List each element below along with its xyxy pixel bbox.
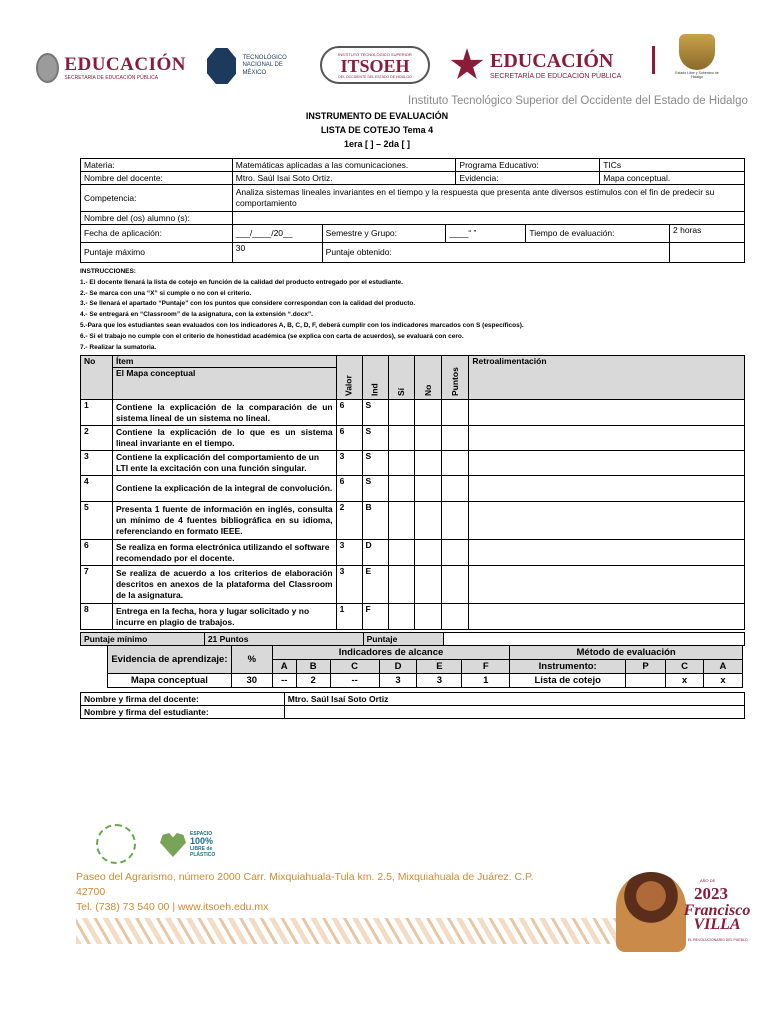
evidencia-value: Mapa conceptual. [600, 172, 745, 185]
header-no-col: No [415, 356, 442, 400]
fecha-label: Fecha de aplicación: [81, 225, 233, 243]
puntaje-max-value: 30 [232, 243, 322, 263]
row-puntos-cell[interactable] [442, 604, 469, 630]
programa-label: Programa Educativo: [456, 159, 600, 172]
address-line3: Tel. (738) 73 540 00 | www.itsoeh.edu.mx [76, 901, 269, 913]
puntaje-max-label: Puntaje máximo [81, 243, 233, 263]
table-row [81, 426, 745, 451]
tiempo-label: Tiempo de evaluación: [526, 225, 670, 243]
row-si-cell[interactable] [388, 476, 415, 502]
sep-logo-right [450, 45, 640, 85]
docente-label: Nombre del docente: [81, 172, 233, 185]
firma-estudiante-label: Nombre y firma del estudiante: [81, 706, 285, 719]
row-valor: 6 [336, 476, 362, 502]
instruction-item: 7.- Realizar la sumatoria. [80, 343, 157, 351]
materia-label: Materia: [81, 159, 233, 172]
row-retro-cell[interactable] [469, 476, 745, 502]
summary-table [107, 645, 743, 688]
row-no: 6 [81, 540, 113, 566]
francisco-villa-portrait-icon [616, 872, 686, 952]
metodo-header: Método de evaluación [510, 646, 743, 660]
footer-address [76, 870, 596, 915]
row-valor: 2 [336, 502, 362, 540]
row-ind: F [362, 604, 388, 630]
semestre-label: Semestre y Grupo: [322, 225, 446, 243]
row-puntos-cell[interactable] [442, 476, 469, 502]
summary-a: -- [272, 674, 296, 688]
header-no: No [81, 356, 113, 400]
fecha-value[interactable]: ___/____/20__ [232, 225, 322, 243]
row-retro-cell[interactable] [469, 502, 745, 540]
evidencia-label: Evidencia: [456, 172, 600, 185]
row-ind: B [362, 502, 388, 540]
plastic-free-line3: LIBRE de [190, 846, 213, 853]
tecnm-line1: TECNOLÓGICO [242, 55, 287, 62]
row-text: Presenta 1 fuente de información en inglés, consulta un mínimo de 4 fuentes bibliográfica en su idioma, referenciando en formato IEEE. [112, 502, 336, 540]
summary-c: -- [330, 674, 379, 688]
row-no: 4 [81, 476, 113, 502]
villa-tagline: EL REVOLUCIONARIO DEL PUEBLO [688, 938, 748, 942]
alumno-value[interactable] [232, 212, 744, 225]
row-puntos-cell[interactable] [442, 566, 469, 604]
summary-pct: 30 [231, 674, 272, 688]
row-no-cell[interactable] [415, 604, 442, 630]
sep-right-title: EDUCACIÓN [490, 49, 614, 72]
row-ind: S [362, 426, 388, 451]
instruction-item: 1.- El docente llenará la lista de cotejo en función de la calidad del producto entregado por el estudiante. [80, 278, 403, 286]
row-no-cell[interactable] [415, 426, 442, 451]
row-ind: S [362, 400, 388, 426]
table-row [81, 540, 745, 566]
instrumento-header: Instrumento: [510, 660, 626, 674]
plastic-free-line1: ESPACIO [190, 830, 213, 837]
row-valor: 3 [336, 540, 362, 566]
competencia-label: Competencia: [81, 185, 233, 212]
table-row [81, 476, 745, 502]
summary-f: 1 [462, 674, 510, 688]
pct-header: % [231, 646, 272, 674]
header-puntos: Puntos [442, 356, 469, 400]
puntaje-label: Puntaje [363, 633, 443, 646]
row-no-cell[interactable] [415, 502, 442, 540]
puntaje-value[interactable] [443, 633, 744, 646]
row-text: Contiene la explicación de lo que es un sistema lineal invariante en el tiempo. [112, 426, 336, 451]
title-line1: INSTRUMENTO DE EVALUACIÓN [305, 111, 449, 121]
tecnm-line2: NACIONAL DE MÉXICO [242, 62, 283, 76]
plastic-free-line2: 100% [190, 836, 214, 847]
programa-value: TICs [600, 159, 745, 172]
row-retro-cell[interactable] [469, 566, 745, 604]
instruction-item: 4.- Se entregará en “Classroom” de la asignatura, con la extensión “.docx”. [80, 311, 313, 319]
indicator-e-header: E [417, 660, 462, 674]
row-retro-cell[interactable] [469, 540, 745, 566]
plastic-free-logo [160, 826, 224, 864]
row-text: Se realiza en forma electrónica utilizando el software recomendado por el docente. [112, 540, 336, 566]
row-text: Se realiza de acuerdo a los criterios de elaboración descritos en anexos de la plataforma del Classroom de la asignatura. [112, 566, 336, 604]
villa-year-prefix: AÑO DE [700, 878, 716, 883]
header-valor: Valor [336, 356, 362, 400]
puntaje-obt-label: Puntaje obtenido: [322, 243, 669, 263]
row-ind: D [362, 540, 388, 566]
villa-name2: VILLA [693, 916, 741, 933]
instructions-heading: INSTRUCCIONES: [80, 268, 136, 275]
summary-b: 2 [296, 674, 330, 688]
row-retro-cell[interactable] [469, 400, 745, 426]
villa-year: 2023 [694, 884, 728, 903]
row-si-cell[interactable] [388, 426, 415, 451]
summary-e: 3 [417, 674, 462, 688]
hidalgo-text: Estado Libre y Soberano de Hidalgo [675, 71, 719, 79]
row-si-cell[interactable] [388, 604, 415, 630]
summary-instrumento: Lista de cotejo [510, 674, 626, 688]
metodo-a-header: A [703, 660, 742, 674]
row-no: 8 [81, 604, 113, 630]
min-score-label: Puntaje mínimo [81, 633, 205, 646]
header-divider [652, 46, 655, 74]
checklist-table [80, 355, 745, 630]
min-score-value: 21 Puntos [204, 633, 363, 646]
instruction-item: 3.- Se llenará el apartado “Puntaje” con los puntos que considere correspondan con la calidad del producto. [80, 300, 416, 308]
itsoeh-main-text: ITSOEH [340, 55, 410, 76]
instruction-item: 2.- Se marca con una “X” si cumple o no con el criterio. [80, 289, 252, 297]
info-table [80, 158, 745, 263]
indicator-b-header: B [296, 660, 330, 674]
itsoeh-top-text: INSTITUTO TECNOLÓGICO SUPERIOR [338, 51, 412, 57]
row-si-cell[interactable] [388, 502, 415, 540]
header-item [112, 356, 336, 400]
row-no: 7 [81, 566, 113, 604]
row-ind: S [362, 451, 388, 476]
summary-c-mark: x [666, 674, 704, 688]
sep-logo-title: EDUCACIÓN [64, 54, 186, 75]
row-puntos-cell[interactable] [442, 502, 469, 540]
row-no-cell[interactable] [415, 400, 442, 426]
row-puntos-cell[interactable] [442, 426, 469, 451]
summary-p [626, 674, 666, 688]
header-si: Sí [388, 356, 415, 400]
indicator-c-header: C [330, 660, 379, 674]
row-no: 5 [81, 502, 113, 540]
sep-logo-left [36, 50, 186, 86]
row-puntos-cell[interactable] [442, 400, 469, 426]
star-emblem-icon [450, 48, 484, 82]
row-no-cell[interactable] [415, 476, 442, 502]
instructions [80, 267, 745, 353]
row-si-cell[interactable] [388, 566, 415, 604]
row-puntos-cell[interactable] [442, 451, 469, 476]
firma-docente-value: Mtro. Saúl Isaí Soto Ortiz [284, 693, 744, 706]
plastic-free-line4: PLÁSTICO [190, 851, 216, 858]
summary-d: 3 [379, 674, 417, 688]
indicator-f-header: F [462, 660, 510, 674]
min-score-table [80, 632, 745, 646]
firma-estudiante-value[interactable] [284, 706, 744, 719]
semestre-value[interactable]: ____“ ” [446, 225, 526, 243]
title-line2: LISTA DE COTEJO Tema 4 [320, 125, 434, 135]
row-retro-cell[interactable] [469, 451, 745, 476]
firma-docente-label: Nombre y firma del docente: [81, 693, 285, 706]
header-item-label: Ítem [113, 356, 336, 368]
heart-leaf-icon [160, 833, 186, 857]
row-valor: 6 [336, 426, 362, 451]
indicator-a-header: A [272, 660, 296, 674]
alcance-header: Indicadores de alcance [272, 646, 510, 660]
metodo-p-header: P [626, 660, 666, 674]
row-valor: 1 [336, 604, 362, 630]
evidencia-header: Evidencia de aprendizaje: [108, 646, 232, 674]
table-row [81, 502, 745, 540]
villa-name [682, 904, 752, 932]
table-row [81, 451, 745, 476]
row-no: 3 [81, 451, 113, 476]
row-valor: 6 [336, 400, 362, 426]
row-no: 1 [81, 400, 113, 426]
row-no-cell[interactable] [415, 566, 442, 604]
indicator-d-header: D [379, 660, 417, 674]
alumno-label: Nombre del (os) alumno (s): [81, 212, 233, 225]
tecnm-mark-icon [207, 48, 236, 84]
address-line2: 42700 [76, 886, 106, 898]
docente-value: Mtro. Saúl Isai Soto Ortiz. [232, 172, 456, 185]
row-si-cell[interactable] [388, 540, 415, 566]
row-retro-cell[interactable] [469, 604, 745, 630]
signatures-table [80, 692, 745, 719]
row-si-cell[interactable] [388, 451, 415, 476]
competencia-value: Analiza sistemas lineales invariantes en el tiempo y la respuesta que presenta ante diversos estímulos con el fin de predecir su comportamiento [232, 185, 744, 212]
tiempo-value: 2 horas [670, 225, 745, 243]
table-row [81, 566, 745, 604]
national-seal-icon [36, 53, 59, 83]
itsoeh-bottom-text: DEL OCCIDENTE DEL ESTADO DE HIDALGO [338, 74, 412, 79]
tecnm-logo [207, 46, 307, 86]
puntaje-obt-value[interactable] [670, 243, 745, 263]
footer-circle-logo-icon [96, 824, 136, 864]
header-item-sub: El Mapa conceptual [115, 368, 196, 378]
table-row [81, 604, 745, 630]
decorative-band [76, 918, 636, 944]
summary-row [108, 674, 743, 688]
header-retro: Retroalimentación [469, 356, 745, 400]
villa-name1: Francisco [683, 902, 751, 919]
row-valor: 3 [336, 566, 362, 604]
row-text: Contiene la explicación de la integral de convolución. [112, 476, 336, 502]
row-text: Contiene la explicación de la comparación de un sistema lineal de un sistema no lineal. [112, 400, 336, 426]
sep-right-subtitle: SECRETARÍA DE EDUCACIÓN PÚBLICA [490, 72, 622, 80]
row-no: 2 [81, 426, 113, 451]
row-no-cell[interactable] [415, 540, 442, 566]
hidalgo-shield-icon [679, 34, 715, 70]
title-line3: 1era [ ] – 2da [ ] [343, 139, 411, 149]
instruction-item: 6.- Si el trabajo no cumple con el criterio de honestidad académica (se explica con carta de acuerdos), se evaluará con cero. [80, 332, 464, 340]
row-si-cell[interactable] [388, 400, 415, 426]
instruction-item: 5.-Para que los estudiantes sean evaluados con los indicadores A, B, C, D, F, deberá cumplir con los indicadores marcados con S (específicos). [80, 321, 524, 329]
itsoeh-logo [320, 46, 430, 84]
row-retro-cell[interactable] [469, 426, 745, 451]
row-valor: 3 [336, 451, 362, 476]
table-row [81, 400, 745, 426]
summary-evidencia: Mapa conceptual [108, 674, 232, 688]
address-line1: Paseo del Agrarismo, número 2000 Carr. Mixquiahuala-Tula km. 2.5, Mixquiahuala de Juárez. C.P. [76, 871, 534, 883]
row-puntos-cell[interactable] [442, 540, 469, 566]
institution-name: Instituto Tecnológico Superior del Occidente del Estado de Hidalgo [408, 95, 748, 107]
row-no-cell[interactable] [415, 451, 442, 476]
header-ind: Ind [362, 356, 388, 400]
row-ind: S [362, 476, 388, 502]
summary-a-mark: x [703, 674, 742, 688]
row-text: Entrega en la fecha, hora y lugar solicitado y no incurre en plagio de trabajos. [112, 604, 336, 630]
materia-value: Matemáticas aplicadas a las comunicaciones. [232, 159, 456, 172]
row-ind: E [362, 566, 388, 604]
document-titles [0, 109, 768, 151]
row-text: Contiene la explicación del comportamiento de un LTI ente la excitación con una función singular. [112, 451, 336, 476]
sep-logo-subtitle: SECRETARÍA DE EDUCACIÓN PÚBLICA [64, 75, 159, 81]
metodo-c-header: C [666, 660, 704, 674]
hidalgo-logo [674, 34, 720, 86]
